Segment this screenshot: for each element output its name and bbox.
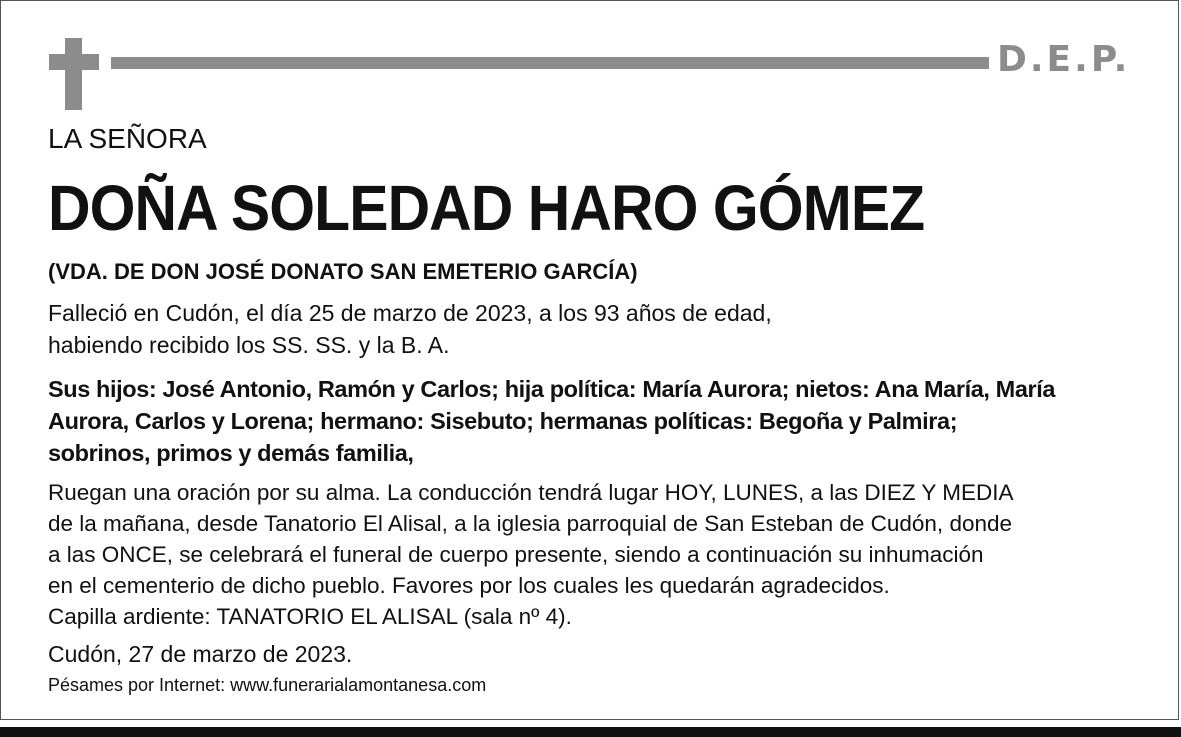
- family-line: Sus hijos: José Antonio, Ramón y Carlos; hija política: María Aurora; nietos: Ana María, María: [48, 376, 1056, 402]
- cross-icon: [65, 38, 82, 110]
- service-details: [48, 477, 1014, 632]
- header-rule: [111, 57, 989, 69]
- bottom-rule: [0, 727, 1181, 737]
- death-line: habiendo recibido los SS. SS. y la B. A.: [48, 332, 450, 358]
- service-line: de la mañana, desde Tanatorio El Alisal, a la iglesia parroquial de San Esteban de Cudón, donde: [48, 511, 1013, 536]
- dep-label: D.E.P.: [997, 39, 1131, 80]
- family-list: [48, 373, 1055, 469]
- service-line: en el cementerio de dicho pueblo. Favores por los cuales les quedarán agradecidos.: [48, 573, 890, 598]
- service-line: a las ONCE, se celebrará el funeral de cuerpo presente, siendo a continuación su inhumación: [48, 542, 984, 567]
- service-line: Capilla ardiente: TANATORIO EL ALISAL (sala nº 4).: [48, 604, 572, 629]
- family-line: sobrinos, primos y demás familia,: [48, 440, 414, 466]
- condolences-link: Pésames por Internet: www.funerarialamontanesa.com: [48, 675, 487, 695]
- widow-of: (VDA. DE DON JOSÉ DONATO SAN EMETERIO GARCÍA): [48, 259, 638, 284]
- death-line: Falleció en Cudón, el día 25 de marzo de 2023, a los 93 años de edad,: [48, 300, 772, 326]
- service-line: Ruegan una oración por su alma. La conducción tendrá lugar HOY, LUNES, a las DIEZ Y MEDIA: [48, 480, 1014, 505]
- place-date: Cudón, 27 de marzo de 2023.: [48, 641, 353, 667]
- deceased-name: DOÑA SOLEDAD HARO GÓMEZ: [48, 172, 925, 244]
- family-line: Aurora, Carlos y Lorena; hermano: Sisebuto; hermanas políticas: Begoña y Palmira;: [48, 408, 958, 434]
- honorific: LA SEÑORA: [48, 123, 207, 154]
- death-details: [48, 297, 772, 361]
- cross-icon-bar: [49, 54, 99, 70]
